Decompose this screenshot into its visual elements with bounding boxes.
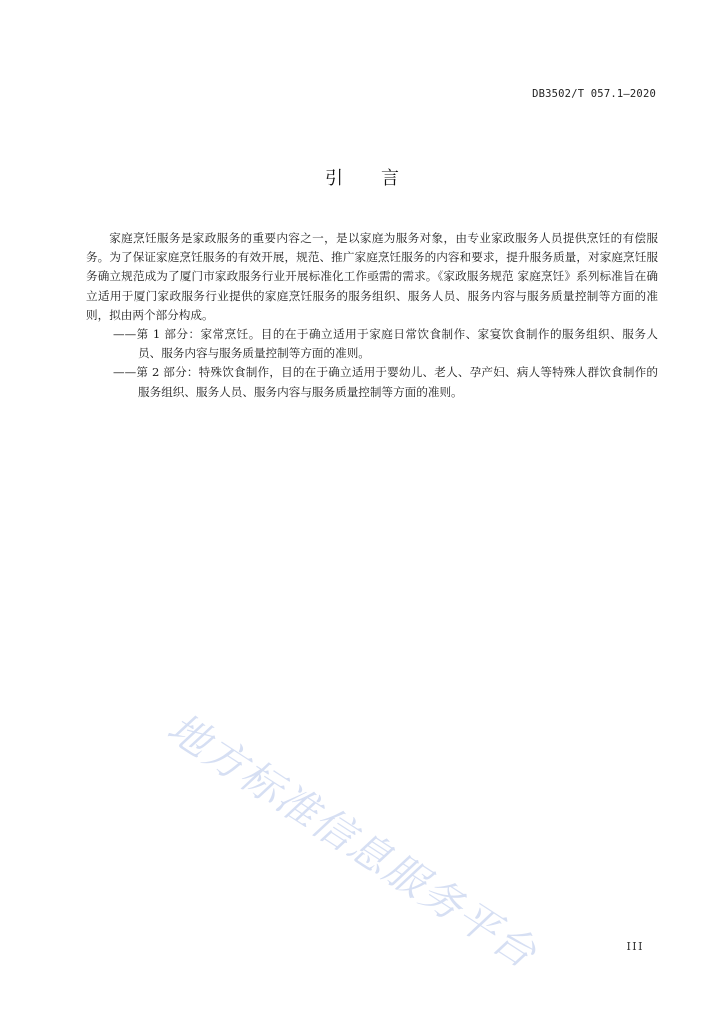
list-item-part-1: ——第 1 部分：家常烹饪。目的在于确立适用于家庭日常饮食制作、家宴饮食制作的服务组织、服务人员、服务内容与服务质量控制等方面的准则。 <box>113 327 658 361</box>
list-item-part-2: ——第 2 部分：特殊饮食制作，目的在于确立适用于婴幼儿、老人、孕产妇、病人等特殊人群饮食制作的服务组织、服务人员、服务内容与服务质量控制等方面的准则。 <box>113 365 658 399</box>
standard-code: DB3502/T 057.1—2020 <box>532 88 656 100</box>
watermark: 地方标准信息服务平台 <box>158 703 546 978</box>
page-title: 引言 <box>325 168 437 189</box>
intro-paragraph: 家庭烹饪服务是家政服务的重要内容之一，是以家庭为服务对象，由专业家政服务人员提供烹饪的有偿服务。为了保证家庭烹饪服务的有效开展，规范、推广家庭烹饪服务的内容和要求，提升服务质量，对家庭烹饪服务确立规范成为了厦门市家政服务行业开展标准化工作亟需的需求。《家政服务规范 家庭烹饪》系列标准旨在确立适用于厦门家政服务行业提供的家庭烹饪服务的服务组织、服务人员、服务内容与服务质量控制等方面的准则，拟由两个部分构成。 <box>86 231 658 322</box>
page-number: III <box>626 940 644 953</box>
body-text <box>86 229 658 402</box>
